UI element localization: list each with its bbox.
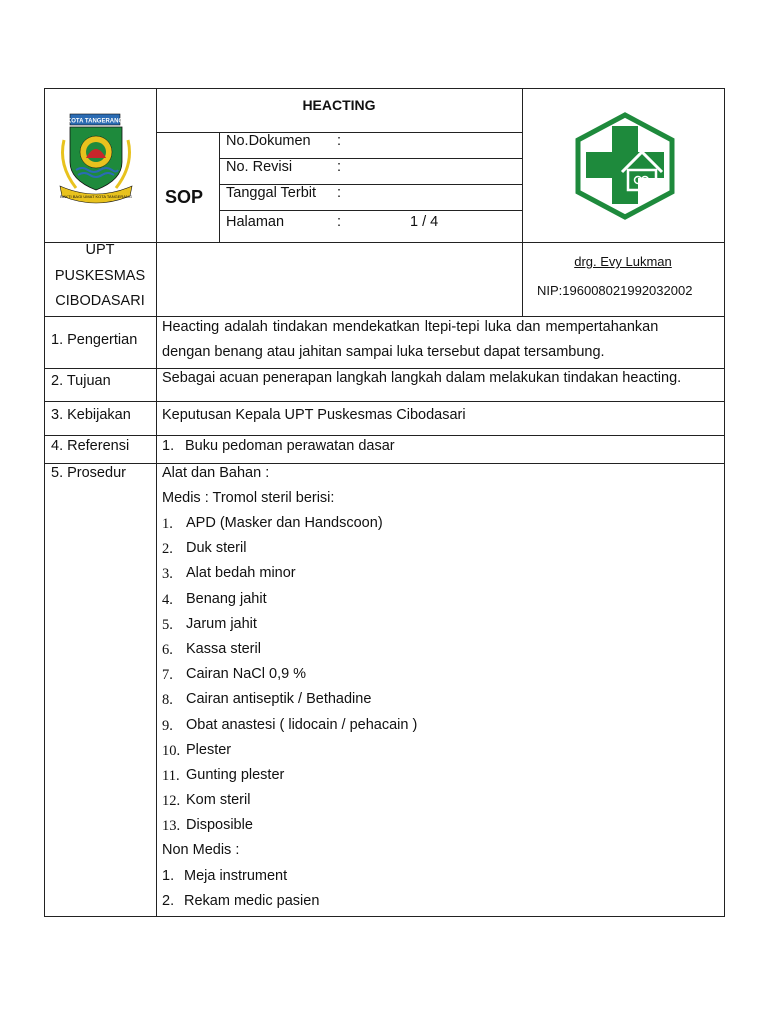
medis-item-text: Alat bedah minor [186,565,296,582]
sop-label: SOP [165,187,204,207]
kebijakan-label: 3. Kebijakan [51,407,131,423]
medis-item-number: 4. [162,591,173,608]
meta-sep-tanggal-terbit: : [337,185,342,201]
pengertian-label: 1. Pengertian [51,332,138,348]
medis-item-text: Kassa steril [186,641,261,657]
medis-item-number: 10. [162,742,181,759]
prosedur-heading-medis: Medis : Tromol steril berisi: [162,490,335,506]
medis-item-text: Duk steril [186,540,247,557]
meta-label-halaman: Halaman [226,214,285,230]
referensi-label: 4. Referensi [51,438,130,454]
signer-name: drg. Evy Lukman [574,254,672,269]
org-line-1: UPT [85,242,115,258]
meta-sep-no-revisi: : [337,159,342,175]
meta-value-halaman: 1 / 4 [410,214,439,230]
medis-item-number: 13. [162,818,181,835]
medis-item-text: Disposible [186,817,253,834]
referensi-num: 1. [162,438,175,454]
medis-item-number: 3. [162,566,173,583]
medis-item-text: Kom steril [186,792,251,809]
medis-item-text: Benang jahit [186,590,267,607]
tujuan-text: Sebagai acuan penerapan langkah langkah dalam melakukan tindakan heacting. [162,370,682,386]
medis-item-number: 11. [162,768,180,784]
medis-item-text: Jarum jahit [186,615,257,632]
logo-top-text: KOTA TANGERANG [66,118,124,125]
org-line-3: CIBODASARI [55,293,145,309]
medis-item-number: 7. [162,667,173,684]
kota-tangerang-logo [56,110,146,210]
referensi-text: Buku pedoman perawatan dasar [185,438,395,454]
medis-item-text: Cairan NaCl 0,9 % [186,666,307,683]
medis-item-number: 6. [162,642,173,658]
medis-item-number: 1. [162,516,173,532]
pengertian-line-2: dengan benang atau jahitan sampai luka tersebut dapat tersambung. [162,344,605,360]
medis-item-text: Plester [186,741,232,758]
non-medis-item-number: 1. [162,868,175,884]
medis-item-number: 5. [162,616,173,633]
medis-item-text: Obat anastesi ( lidocain / pehacain ) [186,716,418,733]
meta-label-tanggal-terbit: Tanggal Terbit [226,185,317,201]
medis-item-number: 9. [162,717,173,734]
org-line-2: PUSKESMAS [54,268,146,284]
non-medis-item-text: Rekam medic pasien [184,893,320,909]
puskesmas-logo [572,112,678,220]
medis-item-text: APD (Masker dan Handscoon) [186,515,383,531]
signer-nip: NIP:196008021992032002 [537,283,693,298]
kebijakan-text: Keputusan Kepala UPT Puskesmas Cibodasari [162,407,466,423]
meta-sep-halaman: : [337,214,342,230]
non-medis-item-text: Meja instrument [184,868,288,884]
meta-label-no-revisi: No. Revisi [226,159,293,175]
prosedur-label: 5. Prosedur [51,465,126,481]
document-title: HEACTING [302,97,376,113]
non-medis-item-number: 2. [162,893,175,909]
medis-item-text: Cairan antiseptik / Bethadine [186,691,372,708]
medis-item-number: 8. [162,692,173,709]
pengertian-line-1: Heacting adalah tindakan mendekatkan ltepi-tepi luka dan mempertahankan [162,319,659,335]
tujuan-label: 2. Tujuan [51,373,111,389]
meta-sep-no-dokumen: : [337,133,342,149]
prosedur-heading-non-medis: Non Medis : [162,842,240,858]
prosedur-heading-alat: Alat dan Bahan : [162,465,270,481]
medis-item-text: Gunting plester [186,767,285,783]
meta-label-no-dokumen: No.Dokumen [226,133,311,149]
medis-item-number: 2. [162,541,173,558]
medis-item-number: 12. [162,793,181,810]
logo-bottom-text: BAKTI BAGI UMAT KOTA TANGERANG [60,194,132,199]
